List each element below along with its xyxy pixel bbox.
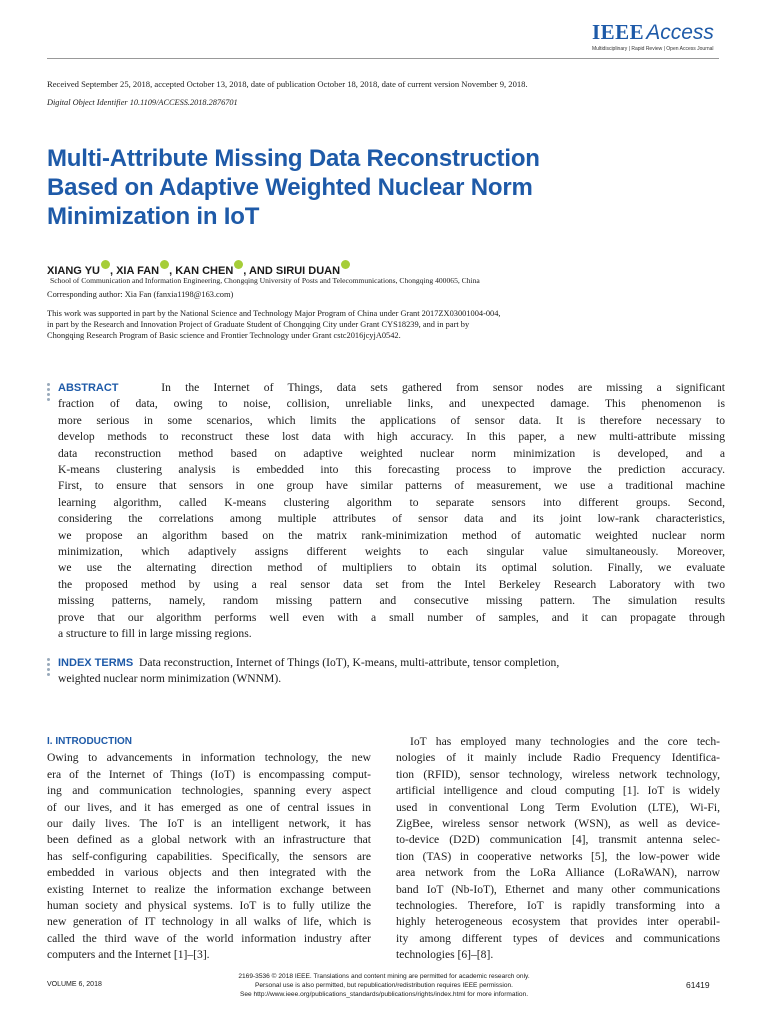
footer-notice-line[interactable]: See http://www.ieee.org/publications_standards/publications/rights/index.html for more information.: [239, 991, 529, 998]
author-name: , XIA FAN: [109, 265, 160, 277]
logo-ieee: IEEE: [592, 20, 645, 44]
page-number: 61419: [686, 980, 710, 990]
author-name: XIANG YU: [47, 265, 100, 277]
body-line: been defined as a global network with an infrastructure that: [47, 833, 371, 847]
body-line: ity among different types of devices and communications: [396, 931, 720, 945]
intro-left-column: [47, 734, 371, 964]
index-terms-line: weighted nuclear norm minimization (WNNM).: [58, 672, 282, 686]
abstract-line: In the Internet of Things, data sets gathered from sensor nodes are missing a significant: [161, 381, 725, 394]
body-line: tion (RFID), sensor technology, wireless network technology,: [396, 767, 720, 781]
abstract-line: we use the alternating direction method of multipliers to obtain its optimal solution. Finally, we evaluate: [58, 561, 725, 575]
body-line: to-device (D2D) communication [4], transmit antenna selec-: [396, 833, 720, 847]
body-line: area network from the LoRa Alliance (LoRaWAN), narrow: [396, 866, 720, 880]
abstract-line: learning algorithm, called K-means clustering algorithm to separate sensors into different groups. Second,: [58, 495, 725, 509]
funding-line: in part by the Research and Innovation Project of Graduate Student of Chongqing City under Grant CYS18239, and in part by: [47, 320, 470, 329]
title-line: Minimization in IoT: [47, 203, 260, 230]
body-line: ing and communication technologies, spanning every aspect: [47, 784, 371, 798]
abstract-line: the proposed method by using a real sensor data set from the Intel Berkeley Research Laboratory with two: [58, 577, 725, 591]
body-line: tion (TAS) in cooperative networks [5], the low-power wide: [396, 849, 720, 863]
body-line: artificial intelligence and cloud computing [1]. IoT is widely: [396, 784, 720, 798]
intro-right-column: [396, 734, 720, 964]
abstract-line: data reconstruction method based on adaptive weighted nuclear norm minimization is developed, and a: [58, 446, 725, 460]
abstract-line: prove that our algorithm performs well even with a small number of samples, and it can propagate through: [58, 610, 725, 624]
funding-line: This work was supported in part by the National Science and Technology Major Program of China under Grant 2017ZX03001004-004,: [47, 309, 501, 318]
logo-tagline: Multidisciplinary | Rapid Review | Open Access Journal: [592, 46, 714, 52]
body-line: highly heterogeneous ecosystem that provides inter operabil-: [396, 915, 720, 929]
funding-line: Chongqing Research Program of Basic science and Frontier Technology under Grant cstc2016jcyjA0542.: [47, 331, 401, 340]
body-line: existing Internet to realize the information exchange between: [47, 882, 371, 896]
publication-dates: Received September 25, 2018, accepted October 13, 2018, date of publication October 18, 2018, date of current version November 9, 2018.: [47, 79, 528, 89]
abstract-line: fraction of data, owing to noise, collision, unreliable links, and unexpected damage. This phenomenon is: [58, 397, 725, 411]
body-line: human society and physical systems. IoT is to fully utilize the: [47, 899, 371, 913]
paper-title: [47, 144, 667, 231]
abstract-line: First, to ensure that sensors in one group have similar patterns of measurement, we use a traditional machine: [58, 479, 725, 493]
body-line: has self-configuring capabilities. Specifically, the sensors are: [47, 849, 371, 863]
header-divider: [47, 58, 719, 59]
funding-note: [47, 308, 627, 341]
footer-notice-line: Personal use is also permitted, but republication/redistribution requires IEEE permission.: [254, 982, 514, 989]
abstract: [58, 380, 725, 643]
author-list: [47, 260, 350, 277]
index-terms-heading: INDEX TERMS: [58, 657, 134, 669]
body-line: band IoT (Nb-IoT), Ethernet and many other communications: [396, 882, 720, 896]
body-line: technologies [6]–[8].: [396, 948, 494, 962]
footer-volume: VOLUME 6, 2018: [47, 981, 102, 988]
body-line: used in conventional Long Term Evolution (LTE), Wi-Fi,: [396, 800, 720, 814]
abstract-line: a structure to fill in large missing regions.: [58, 627, 252, 641]
orcid-icon[interactable]: [341, 260, 350, 269]
body-line: our daily lives. The IoT is an intelligent network, it has: [47, 817, 371, 831]
journal-logo: [592, 20, 714, 52]
abstract-line: we propose an algorithm based on the matrix rank-minimization method of automatic weighted nuclear norm: [58, 528, 725, 542]
body-line: technologies. Therefore, IoT is rapidly transforming into a: [396, 899, 720, 913]
body-line: called the third wave of the world information industry after: [47, 931, 371, 945]
body-line: computers and the Internet [1]–[3].: [47, 948, 210, 962]
author-name: , KAN CHEN: [169, 265, 234, 277]
section-heading: I. INTRODUCTION: [47, 736, 132, 747]
abstract-line: minimization, which adaptively assigns different weights to each singular value simultaneously. Moreover,: [58, 545, 725, 559]
footer-notice-line: 2169-3536 © 2018 IEEE. Translations and content mining are permitted for academic research only.: [238, 973, 530, 980]
abstract-heading: ABSTRACT: [58, 382, 119, 394]
logo-access: Access: [646, 21, 714, 44]
abstract-line: develop methods to reconstruct these lost data with high accuracy. In this paper, a new multi-attribute missing: [58, 430, 725, 444]
body-line: Owing to advancements in information technology, the new: [47, 751, 371, 765]
doi: Digital Object Identifier 10.1109/ACCESS.2018.2876701: [47, 98, 238, 107]
footer-copyright: [190, 972, 578, 999]
body-line: ZigBee, wireless sensor network (WSN), as well as device-: [396, 817, 720, 831]
body-line: era of the Internet of Things (IoT) is encompassing comput-: [47, 767, 371, 781]
affiliation: School of Communication and Information Engineering, Chongqing University of Posts and Telecommunications, Chongqing 400065, China: [50, 276, 480, 285]
index-terms-dots-icon: [47, 658, 50, 678]
body-line: IoT has employed many technologies and the core tech-: [410, 735, 720, 748]
corresponding-author: Corresponding author: Xia Fan (fanxia1198@163.com): [47, 290, 234, 299]
abstract-line: considering the correlations among multiple attributes of sensor data and its joint low-rank characteristics,: [58, 512, 725, 526]
body-line: of our lives, and it has emerged as one of central issues in: [47, 800, 371, 814]
index-terms-line: Data reconstruction, Internet of Things (IoT), K-means, multi-attribute, tensor completion,: [138, 656, 560, 669]
title-line: Multi-Attribute Missing Data Reconstruction: [47, 145, 540, 172]
author-name: , AND SIRUI DUAN: [243, 265, 341, 277]
abstract-line: missing patterns, namely, random missing pattern and consecutive missing pattern. The simulation results: [58, 594, 725, 608]
title-line: Based on Adaptive Weighted Nuclear Norm: [47, 174, 533, 201]
index-terms: [58, 655, 725, 688]
orcid-icon[interactable]: [101, 260, 110, 269]
orcid-icon[interactable]: [160, 260, 169, 269]
abstract-line: more serious in some scenarios, which limits the applications of sensor data. It is therefore necessary to: [58, 413, 725, 427]
orcid-icon[interactable]: [234, 260, 243, 269]
abstract-dots-icon: [47, 383, 50, 403]
abstract-line: K-means clustering analysis is embedded into this forecasting process to improve the prediction accuracy.: [58, 463, 725, 477]
body-line: new generation of IT technology in all walks of life, which is: [47, 915, 371, 929]
body-line: embedded in various objects and then integrated with the: [47, 866, 371, 880]
body-line: nologies of it mainly include Radio Frequency Identifica-: [396, 751, 720, 765]
